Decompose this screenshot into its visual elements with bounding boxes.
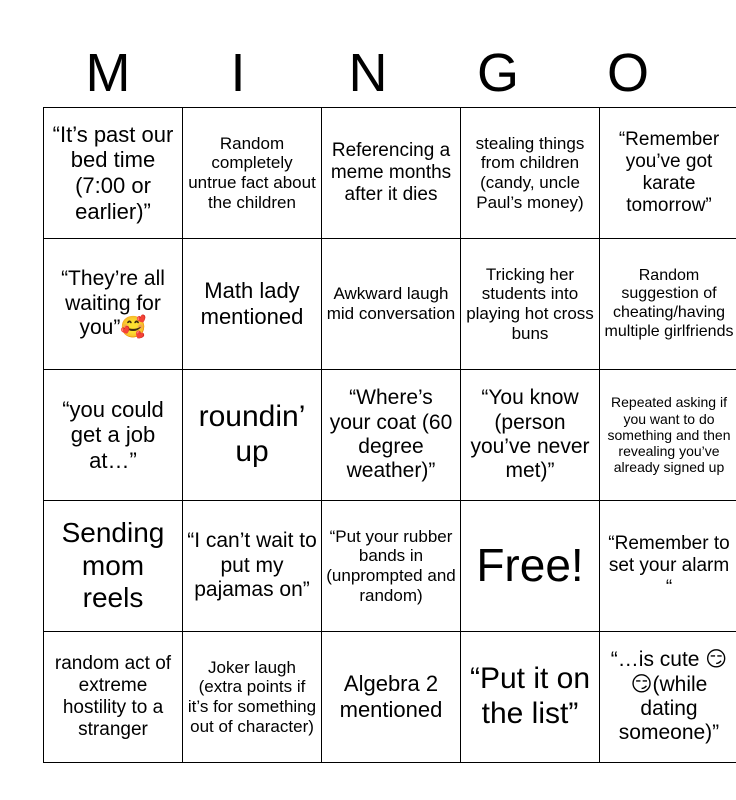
header-letter-o: O: [606, 43, 649, 103]
header-letter-n: N: [348, 43, 388, 103]
bingo-cell: “Remember you’ve got karate tomorrow”: [600, 108, 736, 239]
header-letter-i: I: [230, 43, 246, 103]
bingo-cell: “Put it on the list”: [461, 632, 600, 763]
bingo-cell: stealing things from children (candy, uncle Paul’s money): [461, 108, 600, 239]
bingo-cell: Math lady mentioned: [183, 239, 322, 370]
bingo-cell: “you could get a job at…”: [44, 370, 183, 501]
bingo-cell: “Put your rubber bands in (unprompted and random): [322, 501, 461, 632]
bingo-cell: “It’s past our bed time (7:00 or earlier)”: [44, 108, 183, 239]
bingo-cell: “You know (person you’ve never met)”: [461, 370, 600, 501]
bingo-cell: Random suggestion of cheating/having multiple girlfriends: [600, 239, 736, 370]
bingo-header: [43, 40, 693, 106]
bingo-cell: Algebra 2 mentioned: [322, 632, 461, 763]
bingo-cell: “…is cute 😏😏(while dating someone)”: [600, 632, 736, 763]
bingo-row: [44, 501, 736, 632]
bingo-row: [44, 108, 736, 239]
bingo-cell: roundin’ up: [183, 370, 322, 501]
bingo-cell: Random completely untrue fact about the children: [183, 108, 322, 239]
bingo-cell: Tricking her students into playing hot cross buns: [461, 239, 600, 370]
bingo-cell: random act of extreme hostility to a stranger: [44, 632, 183, 763]
free-space-cell: Free!: [461, 501, 600, 632]
bingo-cell: Referencing a meme months after it dies: [322, 108, 461, 239]
bingo-row: [44, 632, 736, 763]
bingo-grid: [43, 107, 736, 763]
header-letter-m: M: [85, 43, 131, 103]
bingo-cell: Awkward laugh mid conversation: [322, 239, 461, 370]
bingo-cell: “They’re all waiting for you”🥰: [44, 239, 183, 370]
bingo-row: [44, 370, 736, 501]
bingo-cell: Joker laugh (extra points if it’s for something out of character): [183, 632, 322, 763]
header-letter-g: G: [476, 43, 519, 103]
bingo-cell: “I can’t wait to put my pajamas on”: [183, 501, 322, 632]
bingo-row: [44, 239, 736, 370]
bingo-cell: Sending mom reels: [44, 501, 183, 632]
bingo-cell: Repeated asking if you want to do something and then revealing you’ve already signed up: [600, 370, 736, 501]
bingo-cell: “Where’s your coat (60 degree weather)”: [322, 370, 461, 501]
bingo-cell: “Remember to set your alarm “: [600, 501, 736, 632]
